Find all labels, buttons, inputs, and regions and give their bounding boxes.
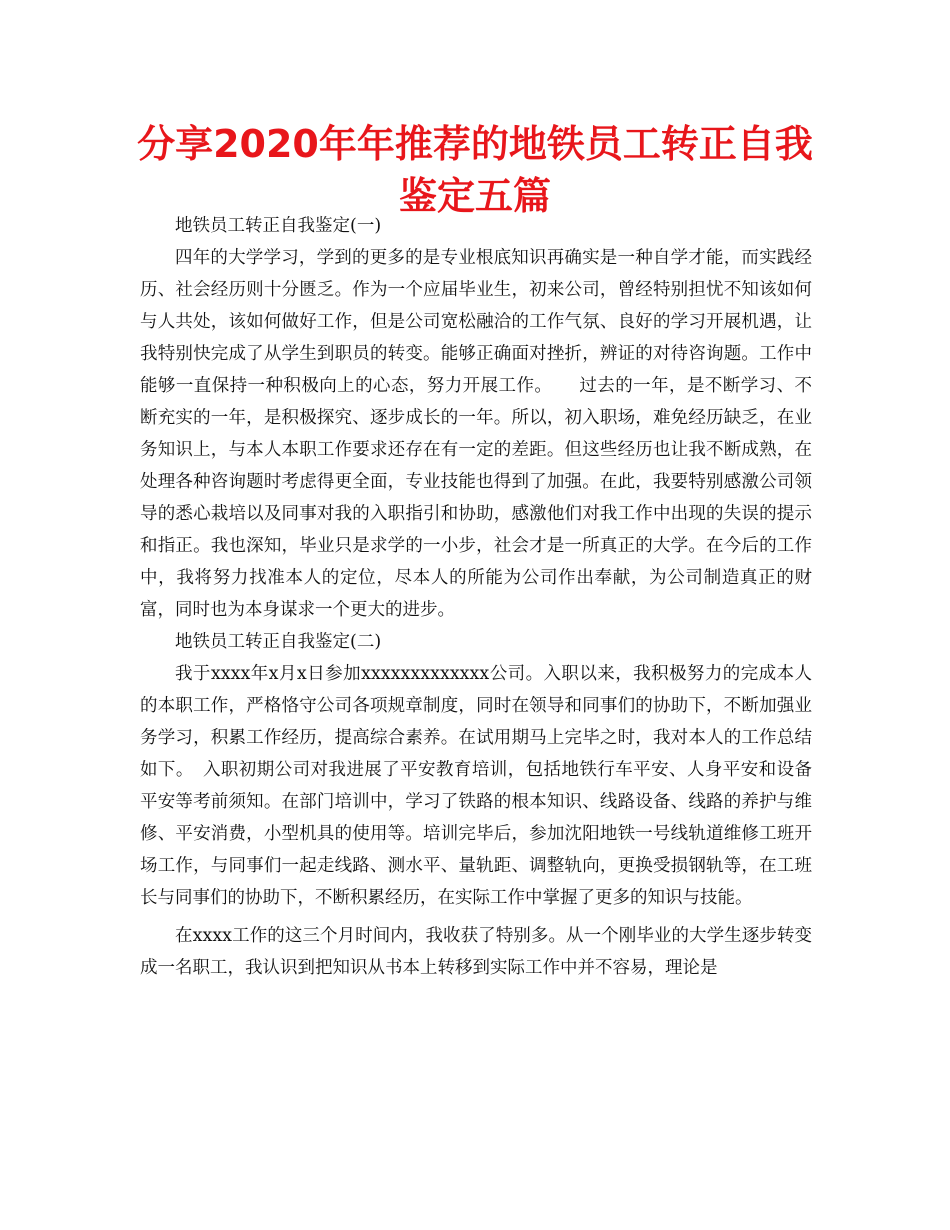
document-title: 分享2020年年推荐的地铁员工转正自我鉴定五篇 — [137, 122, 813, 218]
paragraph: 我于xxxx年x月x日参加xxxxxxxxxxxxx公司。入职以来，我积极努力的完成本人的本职工作，严格恪守公司各项规章制度，同时在领导和同事们的协助下，不断加强业务学习，积累工作经历，提高综合素养。在试用期马上完毕之时，我对本人的工作总结如下。 入职初期公司对我进展了平安教育培训，包括地铁行车平安、人身平安和设备平安等考前须知。在部门培训中，学习了铁路的根本知识、线路设备、线路的养护与维修、平安消费，小型机具的使用等。培训完毕后，参加沈阳地铁一号线轨道维修工班开场工作，与同事们一起走线路、测水平、量轨距、调整轨向，更换受损钢轨等，在工班长与同事们的协助下，不断积累经历，在实际工作中掌握了更多的知识与技能。 — [140, 664, 812, 908]
paragraph: 四年的大学学习，学到的更多的是专业根底知识再确实是一种自学才能，而实践经历、社会经历则十分匮乏。作为一个应届毕业生，初来公司，曾经特别担忧不知该如何与人共处，该如何做好工作，但是公司宽松融洽的工作气氛、良好的学习开展机遇，让我特别快完成了从学生到职员的转变。能够正确面对挫折，辨证的对待咨询题。工作中能够一直保持一种积极向上的心态，努力开展工作。 过去的一年，是不断学习、不断充实的一年，是积极探究、逐步成长的一年。所以，初入职场，难免经历缺乏，在业务知识上，与本人本职工作要求还存在有一定的差距。但这些经历也让我不断成熟，在处理各种咨询题时考虑得更全面，专业技能也得到了加强。在此，我要特别感激公司领导的悉心栽培以及同事对我的入职指引和协助，感激他们对我工作中出现的失误的提示和指正。我也深知，毕业只是求学的一小步，社会才是一所真正的大学。在今后的工作中，我将努力找准本人的定位，尽本人的所能为公司作出奉献，为公司制造真正的财富，同时也为本身谋求一个更大的进步。 — [140, 248, 812, 620]
document-body — [140, 210, 812, 984]
section-heading-1: 地铁员工转正自我鉴定(一) — [175, 216, 382, 236]
section-heading-2: 地铁员工转正自我鉴定(二) — [175, 632, 382, 652]
paragraph: 在xxxx工作的这三个月时间内，我收获了特别多。从一个刚毕业的大学生逐步转变成一名职工，我认识到把知识从书本上转移到实际工作中并不容易，理论是 — [140, 926, 812, 978]
